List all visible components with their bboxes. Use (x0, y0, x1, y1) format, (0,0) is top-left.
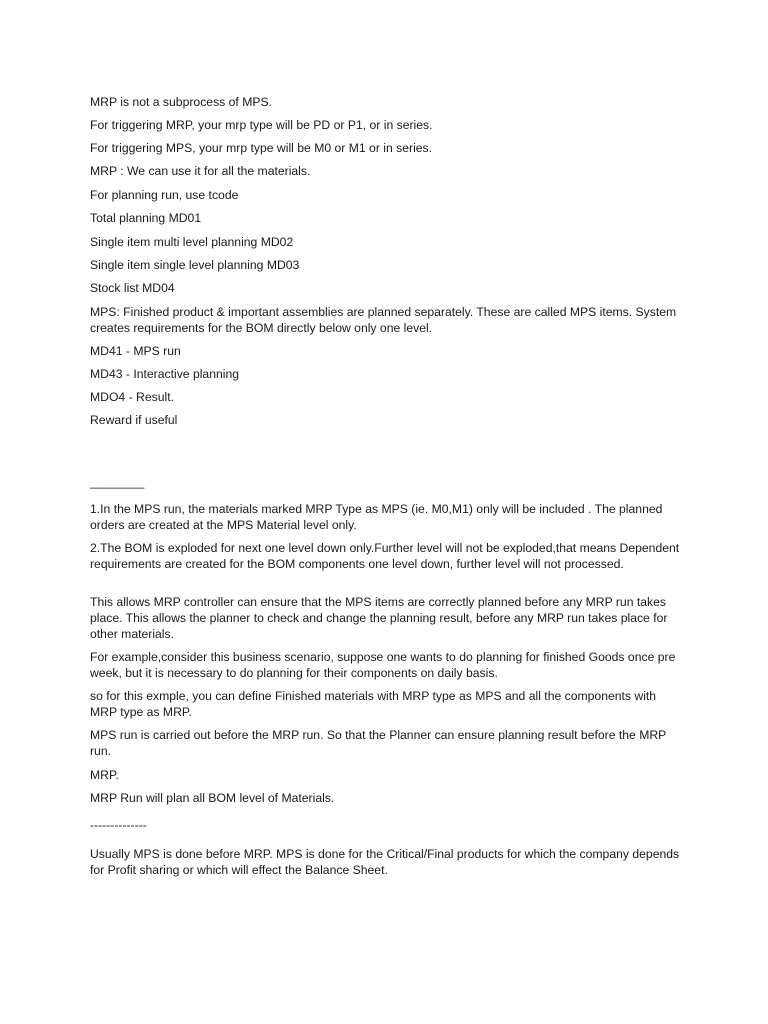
text-line: MD43 - Interactive planning (90, 367, 240, 381)
text-line: MRP : We can use it for all the materials. (90, 164, 311, 178)
text-line: Single item single level planning MD03 (90, 258, 300, 272)
text-paragraph: so for this exmple, you can define Finished materials with MRP type as MPS and all the components with MRP type as MRP. (90, 689, 657, 719)
text-line: MRP is not a subprocess of MPS. (90, 95, 272, 109)
text-paragraph: MPS: Finished product & important assemblies are planned separately. These are called MPS items. System creates requirements for the BOM directly below only one level. (90, 305, 677, 335)
divider-underscores: ________ (90, 475, 145, 489)
text-line: MRP Run will plan all BOM level of Materials. (90, 791, 335, 805)
text-line: For triggering MRP, your mrp type will be PD or P1, or in series. (90, 118, 433, 132)
text-paragraph: MPS run is carried out before the MRP run. So that the Planner can ensure planning result before the MRP run. (90, 728, 667, 758)
text-line: Single item multi level planning MD02 (90, 235, 294, 249)
text-paragraph: 2.The BOM is exploded for next one level down only.Further level will not be exploded,that means Dependent requirements are created for the BOM components one level down, further level will not processed. (90, 541, 680, 571)
text-line: Stock list MD04 (90, 281, 175, 295)
text-paragraph: This allows MRP controller can ensure that the MPS items are correctly planned before any MRP run takes place. This allows the planner to check and change the planning result, before any MRP run takes place for other materials. (90, 595, 668, 641)
text-line: MDO4 - Result. (90, 390, 174, 404)
text-line: For triggering MPS, your mrp type will be M0 or M1 or in series. (90, 141, 433, 155)
text-paragraph: 1.In the MPS run, the materials marked MRP Type as MPS (ie. M0,M1) only will be included . The planned orders are created at the MPS Material level only. (90, 502, 663, 532)
text-paragraph: Usually MPS is done before MRP. MPS is done for the Critical/Final products for which the company depends for Profit sharing or which will effect the Balance Sheet. (90, 847, 680, 877)
text-line: Total planning MD01 (90, 211, 202, 225)
text-line: Reward if useful (90, 413, 178, 427)
text-line: MD41 - MPS run (90, 344, 181, 358)
text-line: MRP. (90, 768, 119, 782)
divider-dashes: -------------- (90, 818, 147, 832)
text-line: For planning run, use tcode (90, 188, 239, 202)
text-paragraph: For example,consider this business scenario, suppose one wants to do planning for finished Goods once pre week, but it is necessary to do planning for their components on daily basis. (90, 650, 676, 680)
